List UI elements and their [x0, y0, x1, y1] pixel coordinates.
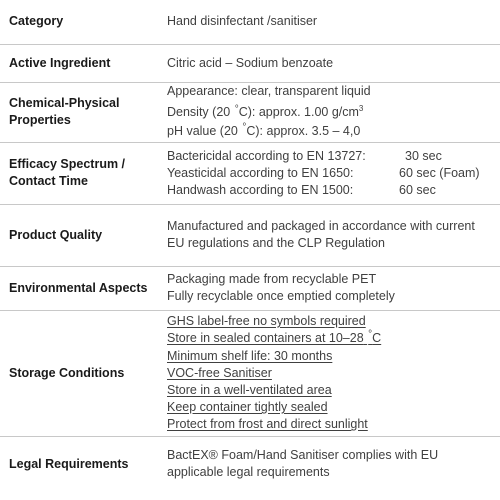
storage-item: GHS label-free no symbols required: [167, 314, 366, 328]
row-value: [167, 436, 500, 492]
row-value: [167, 82, 500, 142]
spec-row-category: [0, 0, 500, 44]
row-value: [167, 142, 500, 204]
spec-row-environmental: [0, 266, 500, 310]
spec-row-legal: [0, 436, 500, 492]
row-label-line: Chemical-Physical: [9, 96, 120, 110]
efficacy-time: 30 sec: [405, 148, 442, 163]
row-label-line: Properties: [9, 113, 71, 127]
cube-exponent: 3: [358, 104, 364, 114]
degree-symbol: °: [368, 329, 373, 340]
efficacy-test: Bactericidal according to EN 13727:: [167, 148, 366, 163]
storage-item: VOC-free Sanitiser: [167, 366, 272, 380]
degree-symbol: °: [242, 121, 247, 133]
row-label-line: Efficacy Spectrum /: [9, 157, 126, 171]
storage-item: Protect from frost and direct sunlight: [167, 417, 368, 431]
spec-row-product-quality: [0, 204, 500, 266]
row-value: [167, 266, 500, 310]
efficacy-test: Yeasticidal according to EN 1650:: [167, 165, 354, 180]
row-value: [167, 204, 500, 266]
row-label: Legal Requirements: [9, 456, 129, 471]
efficacy-item: [167, 165, 500, 182]
spec-row-chemical-physical: [0, 82, 500, 142]
efficacy-time: 60 sec: [399, 182, 436, 197]
row-label: Environmental Aspects: [9, 280, 148, 295]
value-line: EU regulations and the CLP Regulation: [167, 236, 385, 250]
row-label: Storage Conditions: [9, 365, 125, 380]
row-value: Hand disinfectant /sanitiser: [167, 14, 318, 29]
spec-row-storage: [0, 310, 500, 436]
appearance-text: Appearance: clear, transparent liquid: [167, 84, 371, 99]
spec-row-efficacy: [0, 142, 500, 204]
storage-item: Store in sealed containers at 10–28 °C: [167, 329, 382, 345]
row-label: Category: [9, 14, 64, 29]
ph-text: pH value (20 °C): approx. 3.5 – 4,0: [167, 121, 361, 138]
value-line: Fully recyclable once emptied completely: [167, 289, 395, 303]
value-line: BactEX® Foam/Hand Sanitiser complies with EU: [167, 448, 439, 463]
row-label: [0, 142, 167, 204]
efficacy-time: 60 sec (Foam): [399, 165, 480, 180]
row-label: [0, 82, 167, 142]
row-value: Citric acid – Sodium benzoate: [167, 55, 334, 70]
row-label: Product Quality: [9, 227, 103, 242]
storage-item: Keep container tightly sealed: [167, 400, 328, 414]
efficacy-item: [167, 182, 500, 199]
value-line: applicable legal requirements: [167, 465, 330, 480]
value-line: Packaging made from recyclable PET: [167, 272, 377, 286]
row-label-line: Contact Time: [9, 174, 88, 188]
efficacy-test: Handwash according to EN 1500:: [167, 182, 354, 197]
efficacy-item: [167, 148, 500, 165]
row-label: Active Ingredient: [9, 55, 111, 70]
value-line: Manufactured and packaged in accordance with current: [167, 219, 475, 233]
density-text: Density (20 °C): approx. 1.00 $g/cm^3$: [167, 103, 364, 120]
storage-item: Minimum shelf life: 30 months: [167, 349, 333, 363]
degree-symbol: °: [234, 103, 239, 115]
storage-item: Store in a well-ventilated area: [167, 383, 332, 397]
row-value: [167, 310, 500, 436]
spec-row-active-ingredient: [0, 44, 500, 82]
